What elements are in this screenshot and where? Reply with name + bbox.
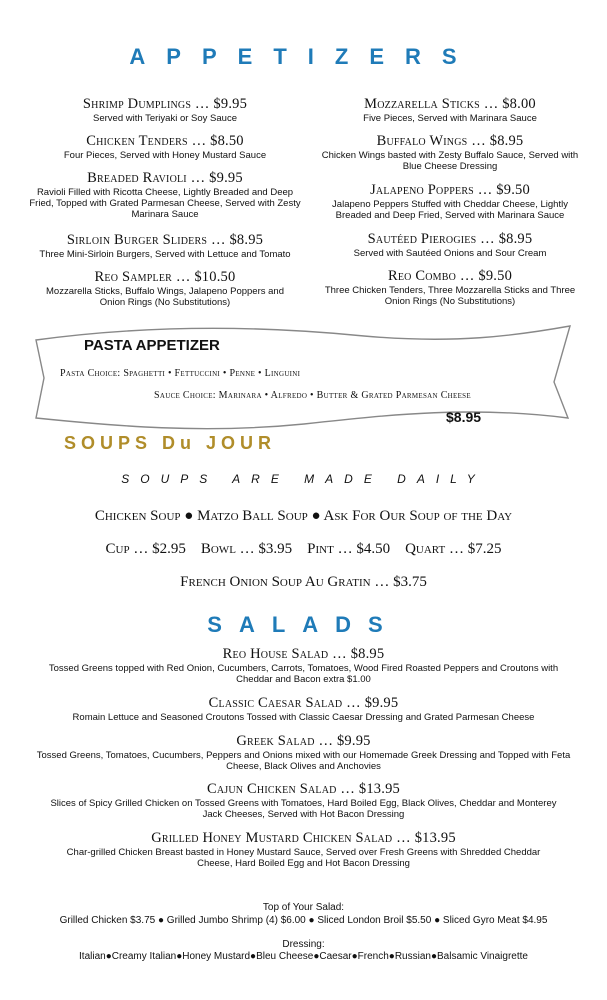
- item-description: Five Pieces, Served with Marinara Sauce: [363, 113, 537, 124]
- dressing-label: Dressing:: [282, 939, 325, 950]
- item-name: Chicken Tenders … $8.50: [86, 133, 244, 149]
- item-description: Three Mini-Sirloin Burgers, Served with Lettuce and Tomato: [39, 249, 291, 260]
- menu-item: [28, 170, 302, 220]
- menu-item: [20, 96, 310, 124]
- item-name: Buffalo Wings … $8.95: [376, 133, 524, 149]
- menu-item: [20, 133, 310, 161]
- item-name: Reo Sampler … $10.50: [94, 269, 236, 285]
- item-description: Chicken Wings basted with Zesty Buffalo Sauce, Served with Blue Cheese Dressing: [321, 150, 579, 172]
- item-description: Four Pieces, Served with Honey Mustard Sauce: [63, 150, 267, 161]
- item-description: Tossed Greens topped with Red Onion, Cucumbers, Carrots, Tomatoes, Wood Fired Roasted Peppers and Croutons with Cheddar and Bacon extra $1.00: [48, 663, 559, 685]
- item-name: Greek Salad … $9.95: [236, 733, 371, 749]
- item-name: Sautéed Pierogies … $8.95: [367, 231, 533, 247]
- item-name: Mozzarella Sticks … $8.00: [364, 96, 536, 112]
- item-description: Char-grilled Chicken Breast basted in Honey Mustard Sauce, Served over Fresh Greens with Shredded Cheddar Cheese, Hard Boiled Egg and Hot Bacon Dressing: [66, 847, 541, 869]
- menu-item: [50, 830, 557, 869]
- menu-item: [50, 781, 557, 820]
- item-description: Romain Lettuce and Seasoned Croutons Tossed with Classic Caesar Dressing and Grated Parmesan Cheese: [72, 712, 535, 723]
- item-name: Classic Caesar Salad … $9.95: [208, 695, 399, 711]
- pasta-heading: PASTA APPETIZER: [84, 337, 220, 354]
- pasta-price: $8.95: [446, 409, 482, 425]
- sauce-choice: Sauce Choice: Marinara • Alfredo • Butter & Grated Parmesan Cheese: [154, 390, 471, 401]
- item-description: Mozzarella Sticks, Buffalo Wings, Jalapeno Poppers and Onion Rings (No Substitutions): [46, 286, 284, 308]
- soup-sizes: Cup … $2.95 Bowl … $3.95 Pint … $4.50 Quart … $7.25: [105, 541, 502, 557]
- item-name: Sirloin Burger Sliders … $8.95: [66, 232, 264, 248]
- toppings-list: Grilled Chicken $3.75 ● Grilled Jumbo Shrimp (4) $6.00 ● Sliced London Broil $5.50 ● Sliced Gyro Meat $4.95: [59, 915, 548, 926]
- soup-varieties: Chicken Soup ● Matzo Ball Soup ● Ask For Our Soup of the Day: [94, 508, 513, 524]
- menu-item: [322, 268, 578, 307]
- item-description: Three Chicken Tenders, Three Mozzarella Sticks and Three Onion Rings (No Substitutions): [324, 285, 576, 307]
- item-description: Served with Sautéed Onions and Sour Cream: [353, 248, 547, 259]
- item-description: Ravioli Filled with Ricotta Cheese, Lightly Breaded and Deep Fried, Topped with Grated Parmesan Cheese, Served with Zesty Marinara Sauce: [29, 187, 301, 220]
- salads-heading: SALADS: [207, 612, 400, 637]
- toppings-label: Top of Your Salad:: [262, 902, 345, 913]
- pasta-choice: Pasta Choice: Spaghetti • Fettuccini • Penne • Linguini: [60, 368, 301, 379]
- dressing-list: Italian●Creamy Italian●Honey Mustard●Bleu Cheese●Caesar●French●Russian●Balsamic Vinaigrette: [79, 951, 528, 962]
- french-onion-soup: French Onion Soup Au Gratin … $3.75: [180, 574, 427, 590]
- menu-item: [20, 232, 310, 260]
- soups-heading: SOUPS Du JOUR: [64, 433, 277, 453]
- menu-item: [305, 231, 595, 259]
- item-name: Jalapeno Poppers … $9.50: [370, 182, 530, 198]
- item-name: Shrimp Dumplings … $9.95: [82, 96, 248, 112]
- item-name: Breaded Ravioli … $9.95: [87, 170, 243, 186]
- item-description: Slices of Spicy Grilled Chicken on Tossed Greens with Tomatoes, Hard Boiled Egg, Black Olives, Cheddar and Monterey Jack Cheeses, Served with Hot Bacon Dressing: [50, 798, 557, 820]
- menu-item: [316, 182, 584, 221]
- appetizers-heading: APPETIZERS: [129, 44, 478, 69]
- item-name: Reo House Salad … $8.95: [222, 646, 385, 662]
- menu-item: [316, 133, 584, 172]
- menu-item: [30, 733, 577, 772]
- item-description: Served with Teriyaki or Soy Sauce: [93, 113, 237, 124]
- item-name: Reo Combo … $9.50: [387, 268, 513, 284]
- menu-item: [305, 96, 595, 124]
- menu-item: [30, 646, 577, 685]
- soups-subtitle: SOUPS ARE MADE DAILY: [121, 472, 486, 486]
- menu-item: [30, 695, 577, 723]
- item-name: Cajun Chicken Salad … $13.95: [207, 781, 400, 797]
- menu-item: [40, 269, 290, 308]
- item-description: Tossed Greens, Tomatoes, Cucumbers, Peppers and Onions mixed with our Homemade Greek Dressing and Topped with Feta Cheese, Black Olives and Anchovies: [36, 750, 571, 772]
- item-description: Jalapeno Peppers Stuffed with Cheddar Cheese, Lightly Breaded and Deep Fried, Served with Marinara Sauce: [332, 199, 568, 221]
- item-name: Grilled Honey Mustard Chicken Salad … $13.95: [151, 830, 456, 846]
